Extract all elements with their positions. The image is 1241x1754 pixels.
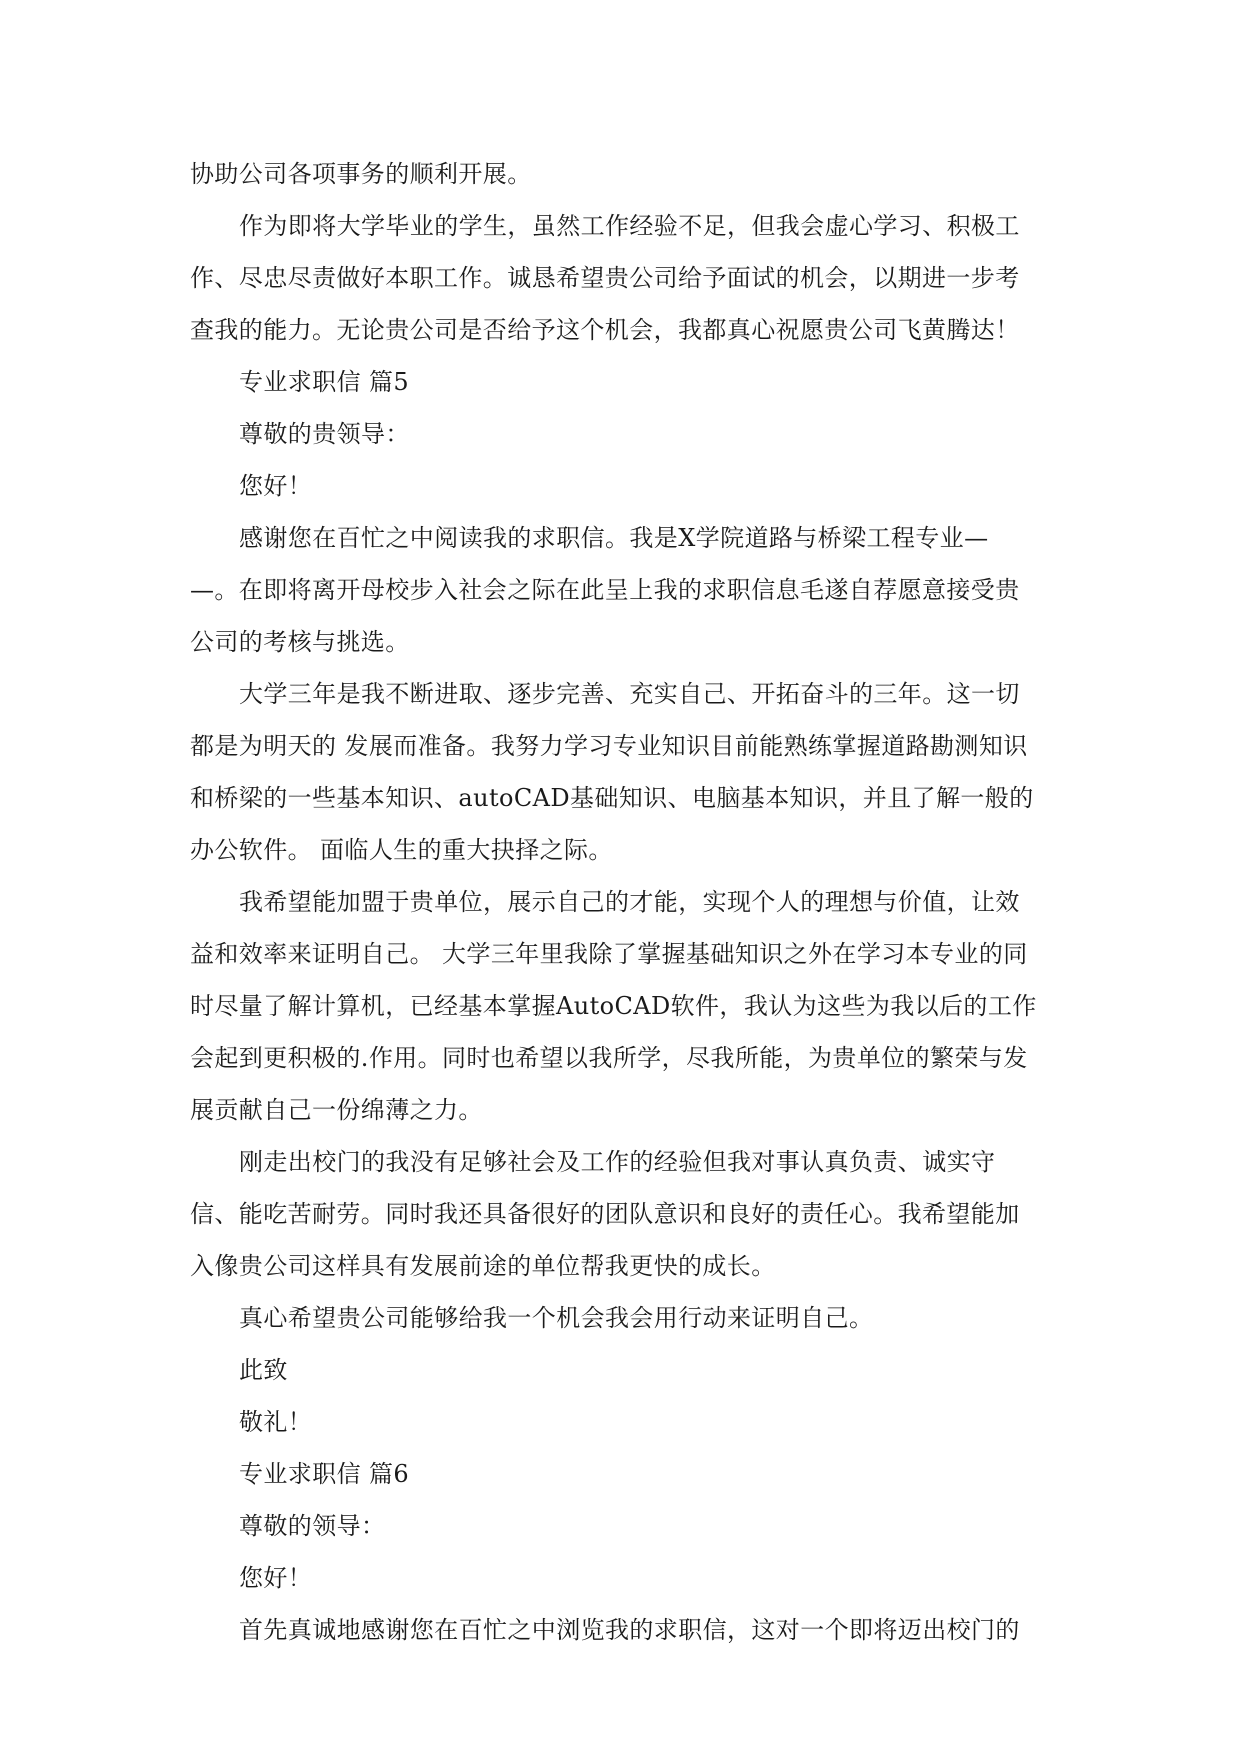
text-line: 协助公司各项事务的顺利开展。 [190,160,532,188]
text-line: 办公软件。 面临人生的重大抉择之际。 [190,836,613,864]
text-line: 和桥梁的一些基本知识、autoCAD基础知识、电脑基本知识，并且了解一般的 [190,784,1034,812]
text-line: 信、能吃苦耐劳。同时我还具备很好的团队意识和良好的责任心。我希望能加 [190,1200,1020,1228]
text-line: 专业求职信 篇6 [239,1460,410,1488]
text-line: 时尽量了解计算机，已经基本掌握AutoCAD软件，我认为这些为我以后的工作 [190,992,1037,1020]
text-line: 会起到更积极的.作用。同时也希望以我所学，尽我所能，为贵单位的繁荣与发 [190,1044,1028,1072]
text-line: 尊敬的贵领导： [239,420,410,448]
text-line: —。在即将离开母校步入社会之际在此呈上我的求职信息毛遂自荐愿意接受贵 [190,576,1020,604]
text-line: 益和效率来证明自己。 大学三年里我除了掌握基础知识之外在学习本专业的同 [190,940,1028,968]
text-line: 尊敬的领导： [239,1512,386,1540]
text-line: 真心希望贵公司能够给我一个机会我会用行动来证明自己。 [239,1304,874,1332]
text-line: 作为即将大学毕业的学生，虽然工作经验不足，但我会虚心学习、积极工 [239,212,1020,240]
text-line: 作、尽忠尽责做好本职工作。诚恳希望贵公司给予面试的机会，以期进一步考 [190,264,1020,292]
text-line: 我希望能加盟于贵单位，展示自己的才能，实现个人的理想与价值，让效 [239,888,1020,916]
text-line: 刚走出校门的我没有足够社会及工作的经验但我对事认真负责、诚实守 [239,1148,996,1176]
text-line: 都是为明天的 发展而准备。我努力学习专业知识目前能熟练掌握道路勘测知识 [190,732,1028,760]
text-line: 敬礼！ [239,1408,313,1436]
document-body [190,148,1056,1656]
text-line: 您好！ [239,472,313,500]
text-line: 首先真诚地感谢您在百忙之中浏览我的求职信，这对一个即将迈出校门的 [239,1616,1020,1644]
text-line: 专业求职信 篇5 [239,368,410,396]
text-line: 查我的能力。无论贵公司是否给予这个机会，我都真心祝愿贵公司飞黄腾达！ [190,316,1020,344]
text-line: 展贡献自己一份绵薄之力。 [190,1096,483,1124]
text-line: 您好！ [239,1564,313,1592]
text-line: 入像贵公司这样具有发展前途的单位帮我更快的成长。 [190,1252,776,1280]
text-line: 公司的考核与挑选。 [190,628,410,656]
text-line: 大学三年是我不断进取、逐步完善、充实自己、开拓奋斗的三年。这一切 [239,680,1020,708]
text-line: 感谢您在百忙之中阅读我的求职信。我是X学院道路与桥梁工程专业— [239,524,989,552]
text-line: 此致 [239,1356,288,1384]
